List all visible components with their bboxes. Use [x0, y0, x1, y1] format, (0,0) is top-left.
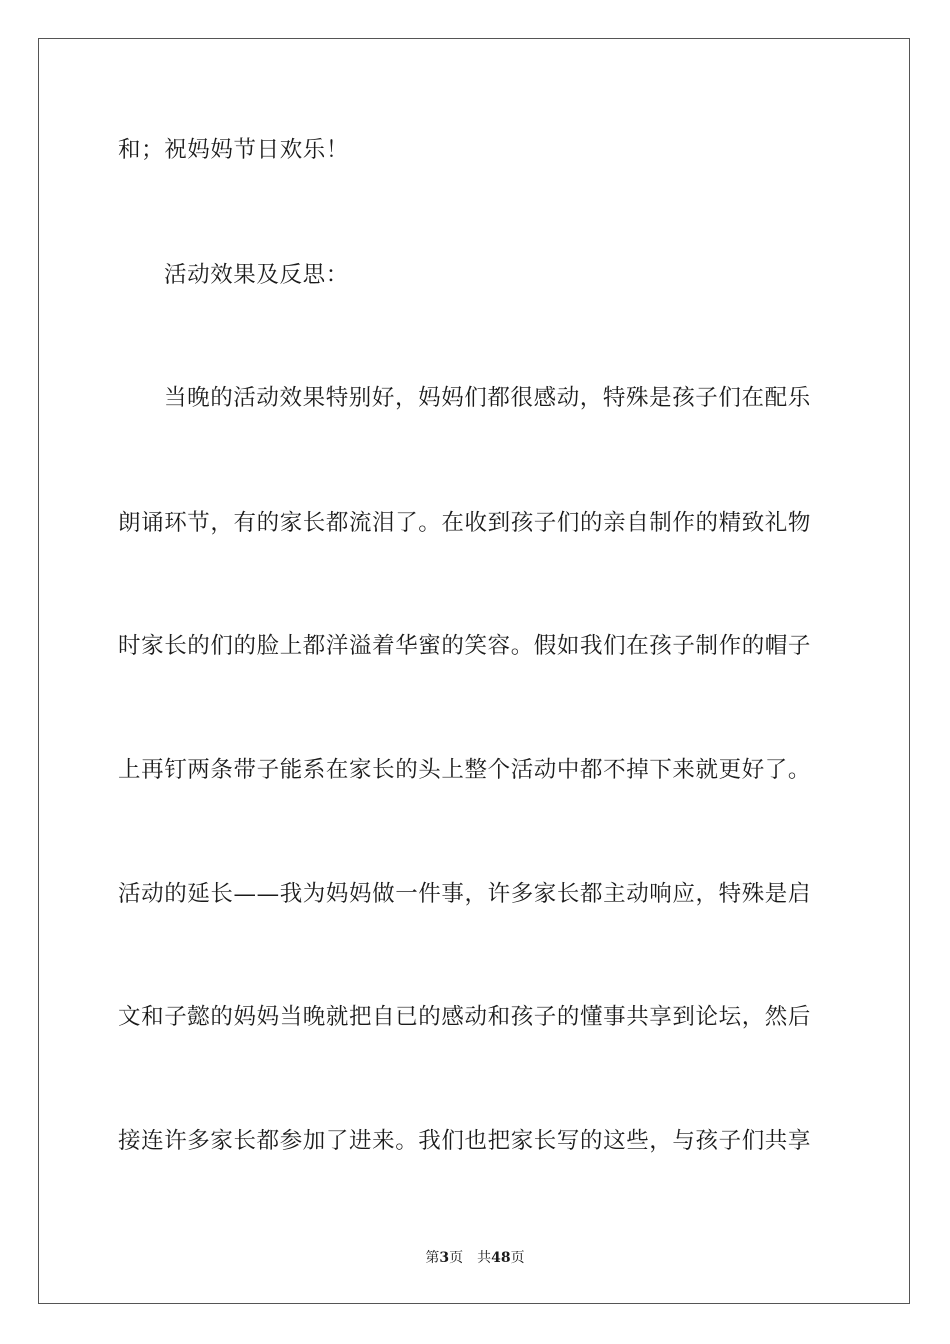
text-line-3: 当晚的活动效果特别好，妈妈们都很感动，特殊是孩子们在配乐 — [164, 385, 811, 411]
page-current: 3 — [439, 1250, 450, 1266]
page-border — [38, 38, 910, 1304]
text-line-8: 文和子懿的妈妈当晚就把自已的感动和孩子的懂事共享到论坛，然后 — [118, 1004, 812, 1030]
text-line-6: 上再钉两条带子能系在家长的头上整个活动中都不掉下来就更好了。 — [118, 757, 812, 783]
total-suffix: 页 — [510, 1250, 525, 1266]
text-line-5: 时家长的们的脸上都洋溢着华蜜的笑容。假如我们在孩子制作的帽子 — [118, 633, 812, 659]
page-prefix: 第 — [425, 1250, 440, 1266]
page-suffix: 页 — [449, 1250, 464, 1266]
total-prefix: 共 — [477, 1250, 492, 1266]
section-heading: 活动效果及反思： — [164, 262, 349, 288]
text-line-7: 活动的延长——我为妈妈做一件事，许多家长都主动响应，特殊是启 — [118, 881, 812, 907]
page-total: 48 — [491, 1250, 511, 1266]
text-line-9: 接连许多家长都参加了进来。我们也把家长写的这些，与孩子们共享 — [118, 1128, 812, 1154]
text-line-4: 朗诵环节，有的家长都流泪了。在收到孩子们的亲自制作的精致礼物 — [118, 510, 812, 536]
page-number — [0, 1248, 950, 1268]
text-line-1: 和；祝妈妈节日欢乐！ — [118, 137, 350, 163]
